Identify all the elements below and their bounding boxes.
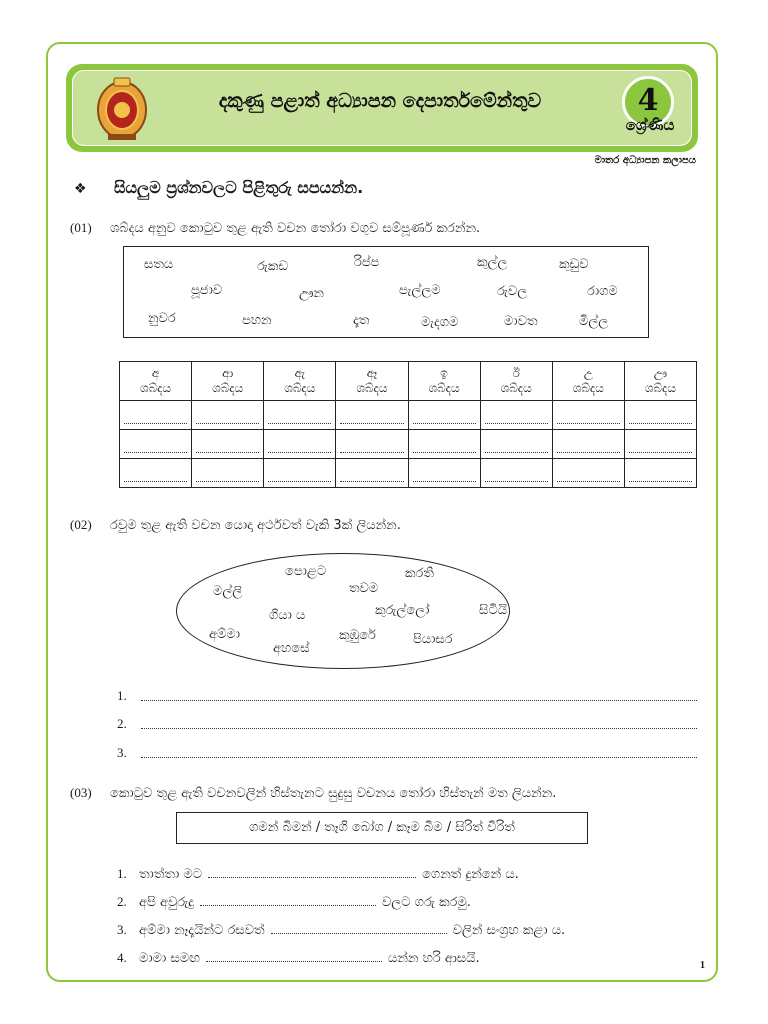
fill-sentence — [117, 866, 519, 882]
line-number: 3. — [117, 745, 127, 760]
fill-sentence — [117, 950, 480, 966]
question-number: (01) — [70, 220, 92, 235]
question-text: කොටුව තුළ ඇති වචනවලින් හිස්තැනට සුදුසු වචනය තෝරා හිස්තැන් මත ලියන්න. — [110, 786, 557, 801]
table-header — [120, 362, 192, 401]
instruction-text: සියලුම ප්‍රශ්නවලට පිළිතුරු සපයන්න. — [114, 178, 364, 197]
instruction — [74, 178, 363, 198]
answer-cell[interactable] — [552, 459, 624, 488]
answer-cell[interactable] — [264, 401, 336, 430]
table-header — [408, 362, 480, 401]
answer-cell[interactable] — [624, 401, 696, 430]
question-number: (02) — [70, 517, 92, 532]
blank-input[interactable] — [208, 867, 416, 878]
answer-cell[interactable] — [408, 430, 480, 459]
letter-table — [119, 361, 697, 488]
blank-input[interactable] — [271, 923, 447, 934]
sentence-start: අම්මා නෑදෑයින්ට රසවත් — [139, 923, 265, 938]
answer-cell[interactable] — [408, 401, 480, 430]
header-label: ශබ්දය — [284, 381, 316, 395]
education-zone-label: මාතර අධ්‍යාපන කලාපය — [594, 155, 696, 166]
answer-cell[interactable] — [552, 401, 624, 430]
sentence-end: යන්න හරි ආසයි. — [388, 951, 480, 966]
word-item: මල්ලි — [213, 584, 243, 599]
answer-cell[interactable] — [192, 401, 264, 430]
header-letter: ඇ — [294, 366, 306, 380]
answer-cell[interactable] — [336, 430, 408, 459]
table-header — [624, 362, 696, 401]
question-2 — [70, 517, 401, 533]
grade-badge — [614, 76, 686, 144]
word-item: කුරුල්ලෝ — [375, 603, 430, 618]
word-item: ගියා ය — [269, 608, 306, 623]
answer-cell[interactable] — [192, 430, 264, 459]
table-header — [264, 362, 336, 401]
header-letter: ඌ — [653, 366, 668, 380]
word-item: පියාසර — [413, 632, 453, 647]
header-letter: ආ — [222, 366, 234, 380]
word-item: කුඩුව — [559, 257, 589, 272]
answer-cell[interactable] — [336, 459, 408, 488]
table-header — [552, 362, 624, 401]
sentence-number: 4. — [117, 950, 127, 965]
answer-cell[interactable] — [264, 430, 336, 459]
word-item: සතය — [144, 257, 174, 272]
answer-cell[interactable] — [480, 459, 552, 488]
word-item: මැදගම — [421, 315, 459, 330]
table-row — [120, 459, 697, 488]
header-label: ශබ්දය — [500, 381, 532, 395]
sentence-end: ගෙනත් දුන්නේ ය. — [422, 867, 519, 882]
word-item: අහසේ — [273, 641, 310, 656]
word-item: රුකඩ — [257, 259, 289, 274]
header-letter: උ — [583, 366, 593, 380]
answer-cell[interactable] — [480, 401, 552, 430]
table-header — [336, 362, 408, 401]
word-item: රිප්ප — [354, 255, 380, 270]
word-item: නුවර — [148, 311, 176, 326]
question-number: (03) — [70, 785, 92, 800]
word-item: සිටියි — [479, 603, 508, 618]
blank-input[interactable] — [206, 951, 382, 962]
sentence-number: 2. — [117, 894, 127, 909]
answer-cell[interactable] — [120, 430, 192, 459]
sentence-start: අපි අවුරුදු — [139, 895, 194, 910]
question-1 — [70, 220, 480, 236]
header-letter: ඈ — [366, 366, 378, 380]
answer-cell[interactable] — [480, 430, 552, 459]
table-header — [192, 362, 264, 401]
word-item: මිල්ල — [579, 314, 609, 329]
line-number: 1. — [117, 688, 127, 703]
fill-sentence — [117, 922, 565, 938]
answer-cell[interactable] — [552, 430, 624, 459]
table-row — [120, 430, 697, 459]
answer-cell[interactable] — [120, 459, 192, 488]
answer-line[interactable] — [117, 688, 697, 704]
question-text: රවුම තුළ ඇති වචන යොදා අර්ථවත් වැකි 3ක් ලියන්න. — [110, 518, 401, 533]
word-item: පැල්ලම — [399, 283, 441, 298]
word-item: අම්මා — [209, 627, 240, 642]
header-label: ශබ්දය — [356, 381, 388, 395]
word-item: මාවත — [504, 314, 538, 329]
word-item: දෑත — [353, 313, 370, 328]
grade-number: 4 — [622, 76, 674, 128]
answer-cell[interactable] — [624, 459, 696, 488]
government-emblem-icon — [94, 74, 150, 142]
answer-cell[interactable] — [192, 459, 264, 488]
header-letter: අ — [151, 366, 160, 380]
department-title: දකුණු පළාත් අධ්‍යාපන දෙපාර්තමේන්තුව — [218, 90, 542, 112]
blank-input[interactable] — [200, 895, 376, 906]
answer-cell[interactable] — [264, 459, 336, 488]
table-row — [120, 401, 697, 430]
sentence-start: මාමා සමඟ — [139, 951, 201, 966]
sentence-start: තාත්තා මට — [139, 867, 203, 882]
answer-cell[interactable] — [408, 459, 480, 488]
answer-cell[interactable] — [120, 401, 192, 430]
word-item: කුඹුරේ — [339, 628, 376, 643]
word-item: රාගම — [587, 284, 618, 299]
word-item: පොළට — [285, 564, 327, 579]
answer-cell[interactable] — [336, 401, 408, 430]
sentence-number: 1. — [117, 866, 127, 881]
sentence-end: වලට ගරු කරමු. — [381, 895, 471, 910]
answer-cell[interactable] — [624, 430, 696, 459]
line-number: 2. — [117, 716, 127, 731]
word-item: පූජාව — [191, 283, 223, 298]
word-item: තවම — [349, 581, 379, 596]
header-label: ශබ්දය — [212, 381, 244, 395]
word-item: ඌන — [299, 286, 324, 301]
question-text: ශබ්දය අනුව කොටුව තුළ ඇති වචන තෝරා වගුව සම්පූර්ණ කරන්න. — [110, 221, 481, 236]
fill-sentence — [117, 894, 471, 910]
diamond-bullet-icon: ❖ — [74, 181, 87, 197]
header-label: ශබ්දය — [644, 381, 676, 395]
header-label: ශබ්දය — [572, 381, 604, 395]
header-letter: ඊ — [512, 366, 520, 380]
header-label: ශබ්දය — [428, 381, 460, 395]
word-item: රුවල — [497, 284, 528, 299]
answer-line[interactable] — [117, 745, 697, 761]
word-ellipse — [176, 553, 510, 669]
word-item: කුල්ල — [477, 255, 508, 270]
word-item: පහන — [242, 313, 272, 328]
word-item: කරති — [405, 566, 434, 581]
header-label: ශබ්දය — [140, 381, 172, 395]
word-box — [123, 246, 649, 338]
table-header — [480, 362, 552, 401]
question-3 — [70, 785, 556, 801]
grade-label: ශ්‍රේණිය — [625, 116, 675, 134]
page-number: 1 — [700, 960, 705, 971]
choice-box: ගමන් බිමන් / තෑගි බෝග / කෑම බීම / සිරිත් විරිත් — [176, 812, 588, 844]
answer-line[interactable] — [117, 716, 697, 732]
sentence-end: වලින් සංග්‍රහ කළා ය. — [452, 923, 566, 938]
table-header-row — [120, 362, 697, 401]
header-letter: ඉ — [440, 366, 448, 380]
sentence-number: 3. — [117, 922, 127, 937]
